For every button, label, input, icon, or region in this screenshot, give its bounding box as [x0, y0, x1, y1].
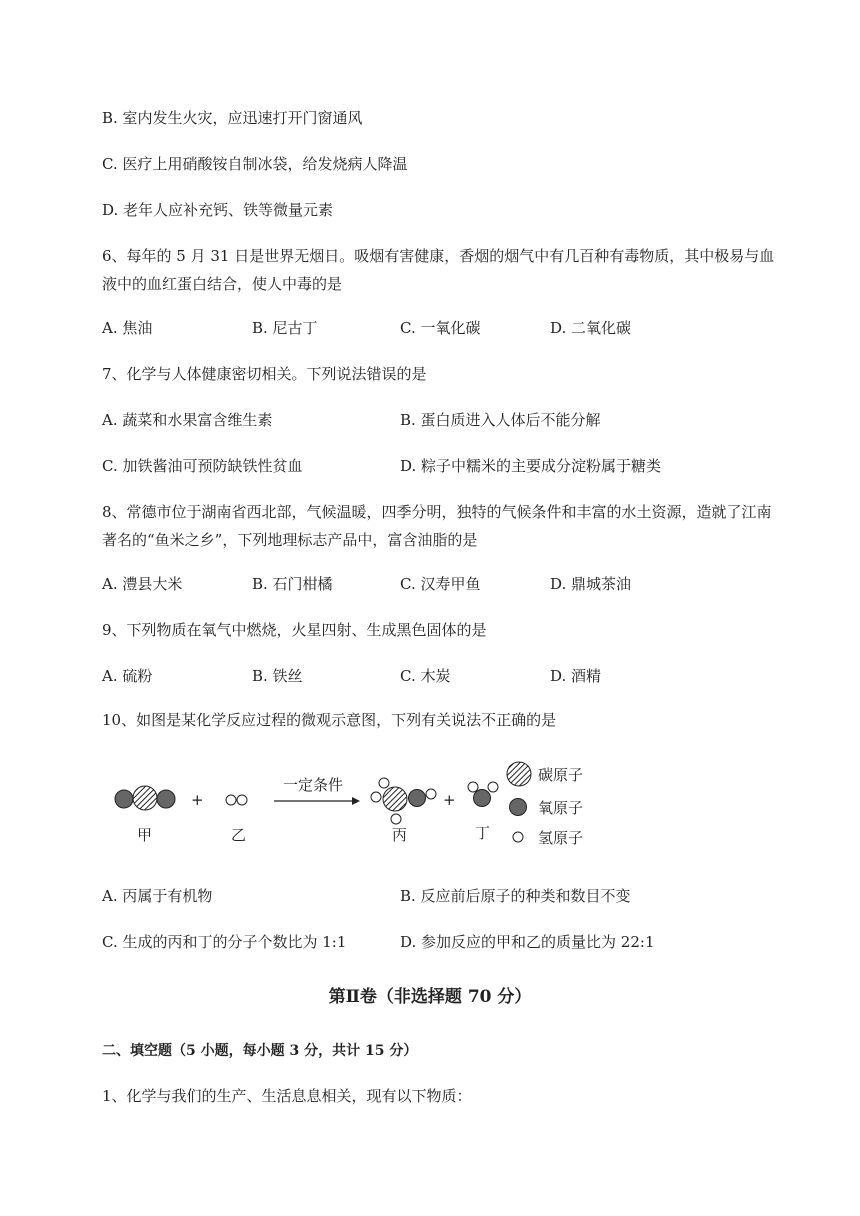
q7-option-a: A. 蔬菜和水果富含维生素	[102, 411, 273, 429]
oxygen-atom-icon	[510, 799, 527, 816]
q9-option-a: A. 硫粉	[102, 667, 153, 685]
q10-option-c: C. 生成的丙和丁的分子个数比为 1:1	[102, 933, 347, 951]
molecule-yi	[226, 795, 247, 805]
q5-option-c: C. 医疗上用硝酸铵自制冰袋，给发烧病人降温	[102, 155, 408, 173]
molecule-jia	[115, 786, 175, 810]
carbon-atom-icon	[507, 762, 531, 786]
plus-sign-1: +	[191, 791, 204, 809]
q7-option-b: B. 蛋白质进入人体后不能分解	[400, 411, 601, 429]
q7-option-d: D. 粽子中糯米的主要成分淀粉属于糖类	[400, 457, 662, 475]
q8-stem-line1: 8、常德市位于湖南省西北部，气候温暖，四季分明，独特的气候条件和丰富的水土资源，造就了江南	[102, 503, 772, 521]
q8-option-d: D. 鼎城茶油	[550, 575, 632, 593]
q8-option-b: B. 石门柑橘	[252, 575, 333, 593]
q5-option-b: B. 室内发生火灾，应迅速打开门窗通风	[102, 109, 363, 127]
legend	[507, 762, 583, 847]
plus-sign-2: +	[443, 791, 456, 809]
label-jia: 甲	[137, 826, 153, 844]
legend-oxygen: 氧原子	[538, 799, 584, 817]
molecule-ding	[468, 782, 498, 807]
molecule-bing	[371, 778, 436, 824]
legend-carbon: 碳原子	[538, 766, 584, 784]
q9-option-d: D. 酒精	[550, 667, 602, 685]
q6-option-b: B. 尼古丁	[252, 319, 318, 337]
q8-stem-line2: 著名的“鱼米之乡”，下列地理标志产品中，富含油脂的是	[102, 531, 478, 549]
label-bing: 丙	[392, 826, 408, 844]
q5-option-d: D. 老年人应补充钙、铁等微量元素	[102, 201, 334, 219]
reaction-diagram-svg	[100, 752, 600, 862]
part2-section-heading: 二、填空题（5 小题，每小题 3 分，共计 15 分）	[102, 1043, 418, 1059]
hydrogen-atom-icon	[513, 832, 523, 842]
q6-option-d: D. 二氧化碳	[550, 319, 632, 337]
reaction-arrow-icon	[274, 797, 360, 805]
q6-option-a: A. 焦油	[102, 319, 153, 337]
q6-option-c: C. 一氧化碳	[400, 319, 481, 337]
q10-stem: 10、如图是某化学反应过程的微观示意图，下列有关说法不正确的是	[102, 711, 557, 729]
label-ding: 丁	[475, 824, 491, 842]
part2-q1-stem: 1、化学与我们的生产、生活息息相关，现有以下物质：	[102, 1087, 472, 1105]
q9-option-b: B. 铁丝	[252, 667, 303, 685]
q10-option-a: A. 丙属于有机物	[102, 887, 213, 905]
q10-option-b: B. 反应前后原子的种类和数目不变	[400, 887, 631, 905]
label-yi: 乙	[231, 826, 247, 844]
q8-option-c: C. 汉寿甲鱼	[400, 575, 481, 593]
q10-option-d: D. 参加反应的甲和乙的质量比为 22:1	[400, 933, 655, 951]
q8-option-a: A. 澧县大米	[102, 575, 183, 593]
q6-stem-line2: 液中的血红蛋白结合，使人中毒的是	[102, 275, 343, 293]
q6-stem-line1: 6、每年的 5 月 31 日是世界无烟日。吸烟有害健康，香烟的烟气中有几百种有毒物质，其中极易与血	[102, 247, 775, 265]
reaction-condition: 一定条件	[283, 776, 344, 794]
q9-stem: 9、下列物质在氧气中燃烧，火星四射、生成黑色固体的是	[102, 621, 487, 639]
q9-option-c: C. 木炭	[400, 667, 451, 685]
part2-title: 第Ⅱ卷（非选择题 70 分）	[328, 987, 532, 1007]
q7-option-c: C. 加铁酱油可预防缺铁性贫血	[102, 457, 303, 475]
reaction-diagram	[100, 752, 600, 866]
q7-stem: 7、化学与人体健康密切相关。下列说法错误的是	[102, 365, 427, 383]
legend-hydrogen: 氢原子	[538, 829, 584, 847]
